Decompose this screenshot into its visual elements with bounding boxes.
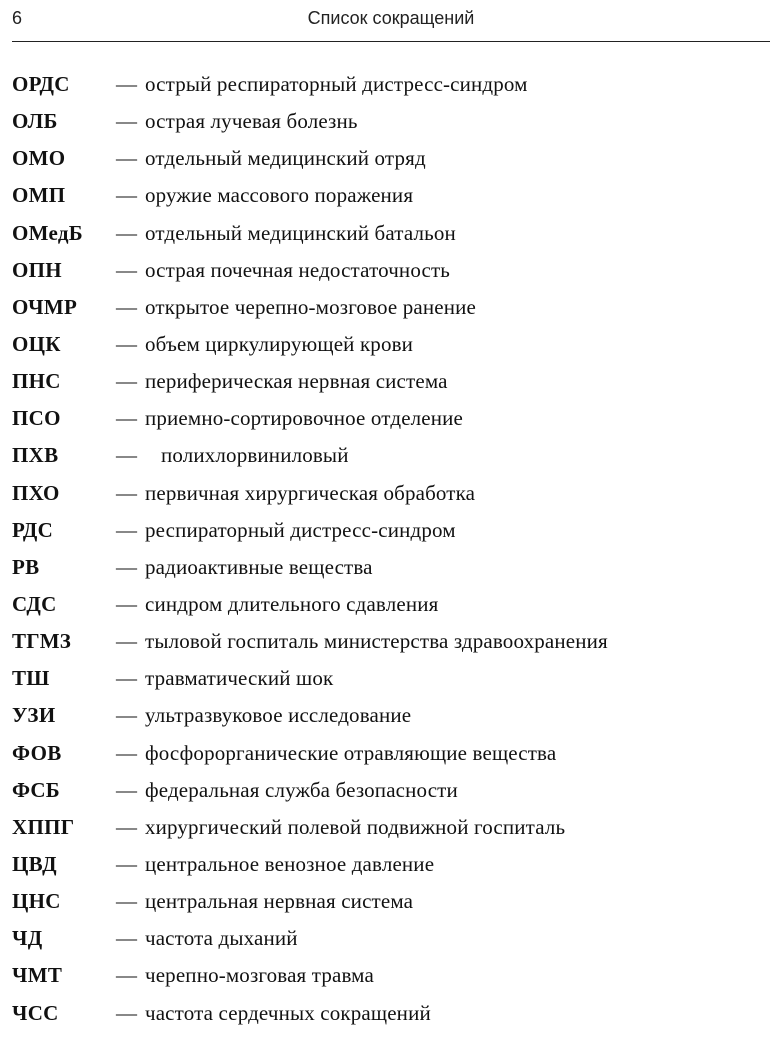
abbreviation-row [12, 256, 772, 293]
abbreviation-definition: частота дыханий [145, 926, 298, 951]
abbreviation-row [12, 999, 772, 1036]
page-header [12, 6, 770, 30]
abbreviation-definition: объем циркулирующей крови [145, 331, 414, 356]
abbreviation-term: ОПН [12, 257, 62, 282]
abbreviation-term: ПНС [12, 369, 61, 394]
abbreviation-term: ОЦК [12, 331, 61, 356]
abbreviation-term: ОРДС [12, 72, 70, 96]
em-dash: — [116, 963, 137, 988]
em-dash: — [116, 369, 137, 394]
abbreviation-definition: приемно-сортировочное отделение [145, 406, 464, 431]
abbreviation-term: ПСО [12, 406, 61, 431]
em-dash: — [116, 406, 137, 431]
abbreviation-row [12, 739, 772, 776]
abbreviation-row [12, 404, 772, 441]
abbreviation-definition: синдром длительного сдавления [145, 591, 439, 616]
header-rule [12, 41, 770, 42]
em-dash: — [116, 629, 137, 654]
abbreviation-definition: черепно-мозговая травма [145, 963, 374, 988]
abbreviation-term: ОМедБ [12, 220, 83, 245]
abbreviation-term: ЧСС [12, 1000, 59, 1025]
abbreviation-row [12, 516, 772, 553]
abbreviation-list [12, 70, 772, 1036]
abbreviation-row [12, 813, 772, 850]
abbreviation-row [12, 961, 772, 998]
abbreviation-term: УЗИ [12, 703, 56, 728]
abbreviation-row [12, 924, 772, 961]
abbreviation-definition: отдельный медицинский батальон [145, 220, 456, 245]
abbreviation-term: ФСБ [12, 777, 60, 802]
running-title: Список сокращений [307, 8, 475, 28]
abbreviation-definition: фосфорорганические отравляющие вещества [145, 740, 557, 765]
abbreviation-term: РВ [12, 554, 40, 579]
abbreviation-term: ЧМТ [12, 963, 63, 988]
em-dash: — [116, 109, 137, 134]
abbreviation-row [12, 887, 772, 924]
abbreviation-definition: оружие массового поражения [145, 183, 414, 208]
abbreviation-term: РДС [12, 517, 54, 542]
page-number: 6 [12, 8, 23, 28]
abbreviation-definition: травматический шок [145, 666, 334, 691]
abbreviation-definition: отдельный медицинский отряд [145, 146, 426, 171]
abbreviation-term: ТГМЗ [12, 629, 72, 654]
abbreviation-row [12, 293, 772, 330]
abbreviation-row [12, 107, 772, 144]
abbreviation-term: ФОВ [12, 740, 62, 765]
em-dash: — [116, 666, 137, 691]
em-dash: — [116, 703, 137, 728]
abbreviation-definition: полихлорвиниловый [161, 443, 349, 468]
abbreviation-term: СДС [12, 591, 57, 616]
abbreviation-row [12, 590, 772, 627]
em-dash: — [116, 331, 137, 356]
abbreviation-term: ПХВ [12, 443, 59, 468]
abbreviation-definition: хирургический полевой подвижной госпиталь [145, 814, 566, 839]
abbreviation-term: ХППГ [12, 814, 75, 839]
abbreviation-definition: ультразвуковое исследование [145, 703, 412, 728]
abbreviation-definition: острый респираторный дистресс-синдром [145, 72, 528, 96]
abbreviation-term: ТШ [12, 666, 50, 691]
abbreviation-row [12, 627, 772, 664]
abbreviation-term: ПХО [12, 480, 60, 505]
abbreviation-row [12, 441, 772, 478]
em-dash: — [116, 591, 137, 616]
em-dash: — [116, 777, 137, 802]
abbreviation-term: ЧД [12, 926, 43, 951]
abbreviation-row [12, 701, 772, 738]
abbreviation-definition: периферическая нервная система [145, 369, 448, 394]
abbreviation-definition: респираторный дистресс-синдром [145, 517, 456, 542]
abbreviation-definition: радиоактивные вещества [145, 554, 373, 579]
abbreviation-definition: острая почечная недостаточность [145, 257, 451, 282]
em-dash: — [116, 554, 137, 579]
abbreviation-term: ОЛБ [12, 109, 58, 134]
abbreviation-definition: центральная нервная система [145, 889, 414, 914]
em-dash: — [116, 183, 137, 208]
abbreviation-row [12, 330, 772, 367]
abbreviation-row [12, 553, 772, 590]
abbreviation-definition: открытое черепно-мозговое ранение [145, 294, 477, 319]
abbreviation-term: ОМП [12, 183, 66, 208]
em-dash: — [116, 740, 137, 765]
em-dash: — [116, 851, 137, 876]
em-dash: — [116, 220, 137, 245]
em-dash: — [116, 480, 137, 505]
abbreviation-row [12, 850, 772, 887]
abbreviation-term: ОМО [12, 146, 66, 171]
em-dash: — [116, 72, 137, 96]
em-dash: — [116, 926, 137, 951]
em-dash: — [116, 257, 137, 282]
abbreviation-row [12, 479, 772, 516]
em-dash: — [116, 889, 137, 914]
em-dash: — [116, 294, 137, 319]
abbreviation-row [12, 219, 772, 256]
abbreviation-definition: федеральная служба безопасности [145, 777, 458, 802]
abbreviation-definition: частота сердечных сокращений [145, 1000, 431, 1025]
abbreviation-term: ОЧМР [12, 294, 78, 319]
em-dash: — [116, 1000, 137, 1025]
abbreviation-row [12, 367, 772, 404]
abbreviation-term: ЦНС [12, 889, 61, 914]
abbreviation-definition: центральное венозное давление [145, 851, 435, 876]
abbreviation-term: ЦВД [12, 851, 57, 876]
abbreviation-definition: тыловой госпиталь министерства здравоохранения [145, 629, 608, 654]
abbreviation-row [12, 664, 772, 701]
em-dash: — [116, 517, 137, 542]
em-dash: — [116, 443, 137, 468]
abbreviation-row [12, 144, 772, 181]
abbreviation-definition: первичная хирургическая обработка [145, 480, 476, 505]
em-dash: — [116, 814, 137, 839]
abbreviation-definition: острая лучевая болезнь [145, 109, 358, 134]
em-dash: — [116, 146, 137, 171]
abbreviation-row [12, 181, 772, 218]
abbreviation-row [12, 776, 772, 813]
abbreviation-row [12, 70, 772, 107]
